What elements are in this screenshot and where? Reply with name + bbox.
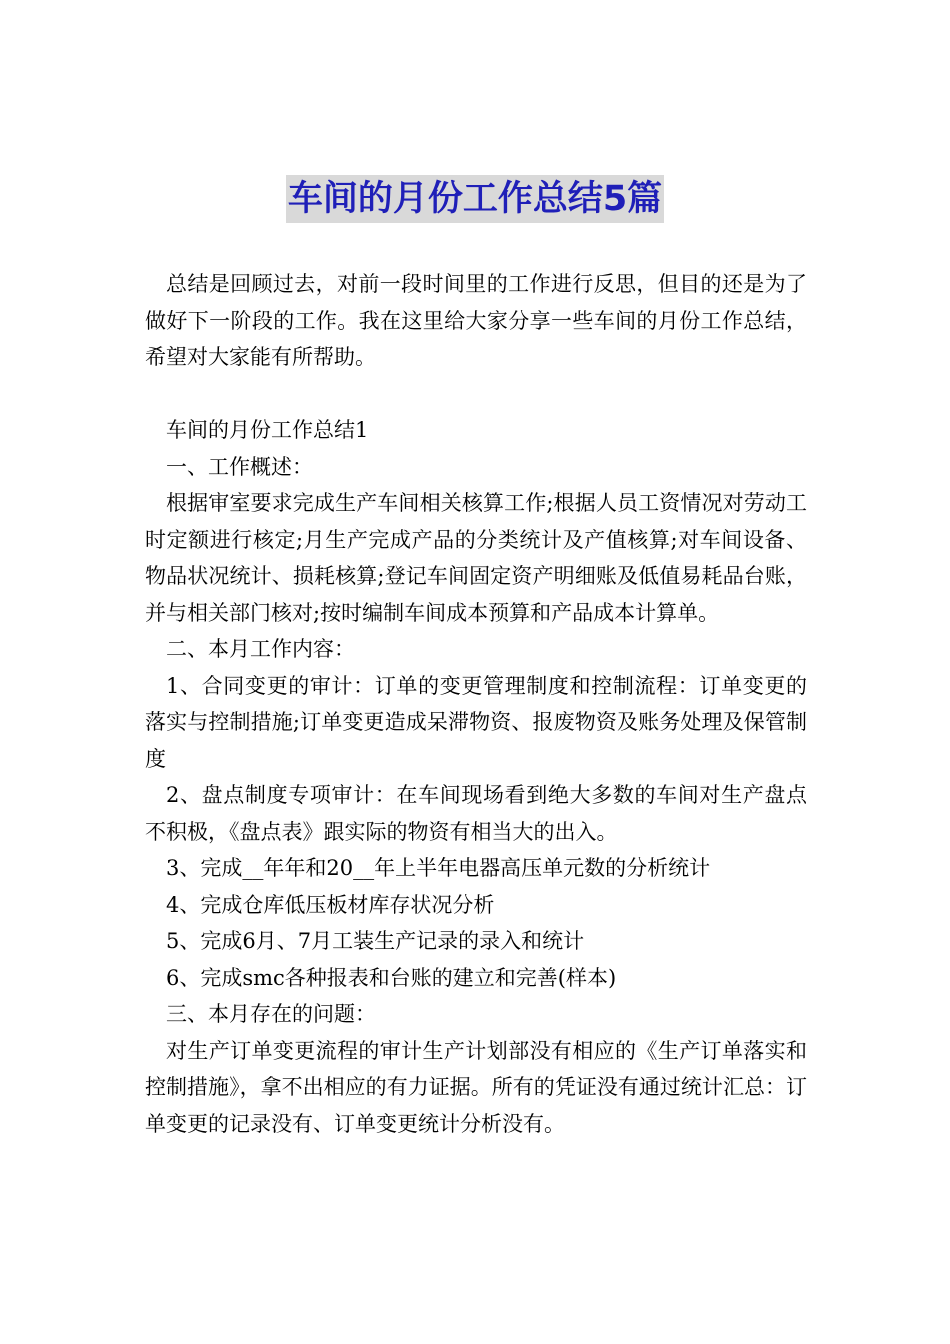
intro-paragraph: 总结是回顾过去，对前一段时间里的工作进行反思，但目的还是为了做好下一阶段的工作。我在这里给大家分享一些车间的月份工作总结，希望对大家能有所帮助。 [145,272,807,369]
document-body [145,266,807,1142]
document-title: 车间的月份工作总结5篇 [286,175,664,223]
list-item: 4、完成仓库低压板材库存状况分析 [166,892,495,917]
list-item: 1、合同变更的审计：订单的变更管理制度和控制流程：订单变更的落实与控制措施;订单变更造成呆滞物资、报废物资及账务处理及保管制度 [145,673,807,771]
part3-paragraph: 对生产订单变更流程的审计生产计划部没有相应的《生产订单落实和控制措施》，拿不出相应的有力证据。所有的凭证没有通过统计汇总：订单变更的记录没有、订单变更统计分析没有。 [145,1038,807,1136]
part3-heading: 三、本月存在的问题： [166,1002,376,1026]
section-heading: 车间的月份工作总结1 [166,418,369,442]
part2-heading: 二、本月工作内容： [166,637,355,661]
list-item: 2、盘点制度专项审计：在车间现场看到绝大多数的车间对生产盘点不积极，《盘点表》跟实际的物资有相当大的出入。 [145,783,807,844]
list-item: 3、完成__年年和20__年上半年电器高压单元数的分析统计 [166,856,711,880]
list-item: 5、完成6月、7月工装生产记录的录入和统计 [166,929,585,953]
title-container [0,175,950,223]
paragraph-spacer [145,376,807,413]
part1-paragraph: 根据审室要求完成生产车间相关核算工作;根据人员工资情况对劳动工时定额进行核定;月生产完成产品的分类统计及产值核算;对车间设备、物品状况统计、损耗核算;登记车间固定资产明细账及低值易耗品台账，并与相关部门核对;按时编制车间成本预算和产品成本计算单。 [145,491,807,625]
list-item: 6、完成smc各种报表和台账的建立和完善(样本) [166,965,617,990]
part1-heading: 一、工作概述： [166,454,313,479]
